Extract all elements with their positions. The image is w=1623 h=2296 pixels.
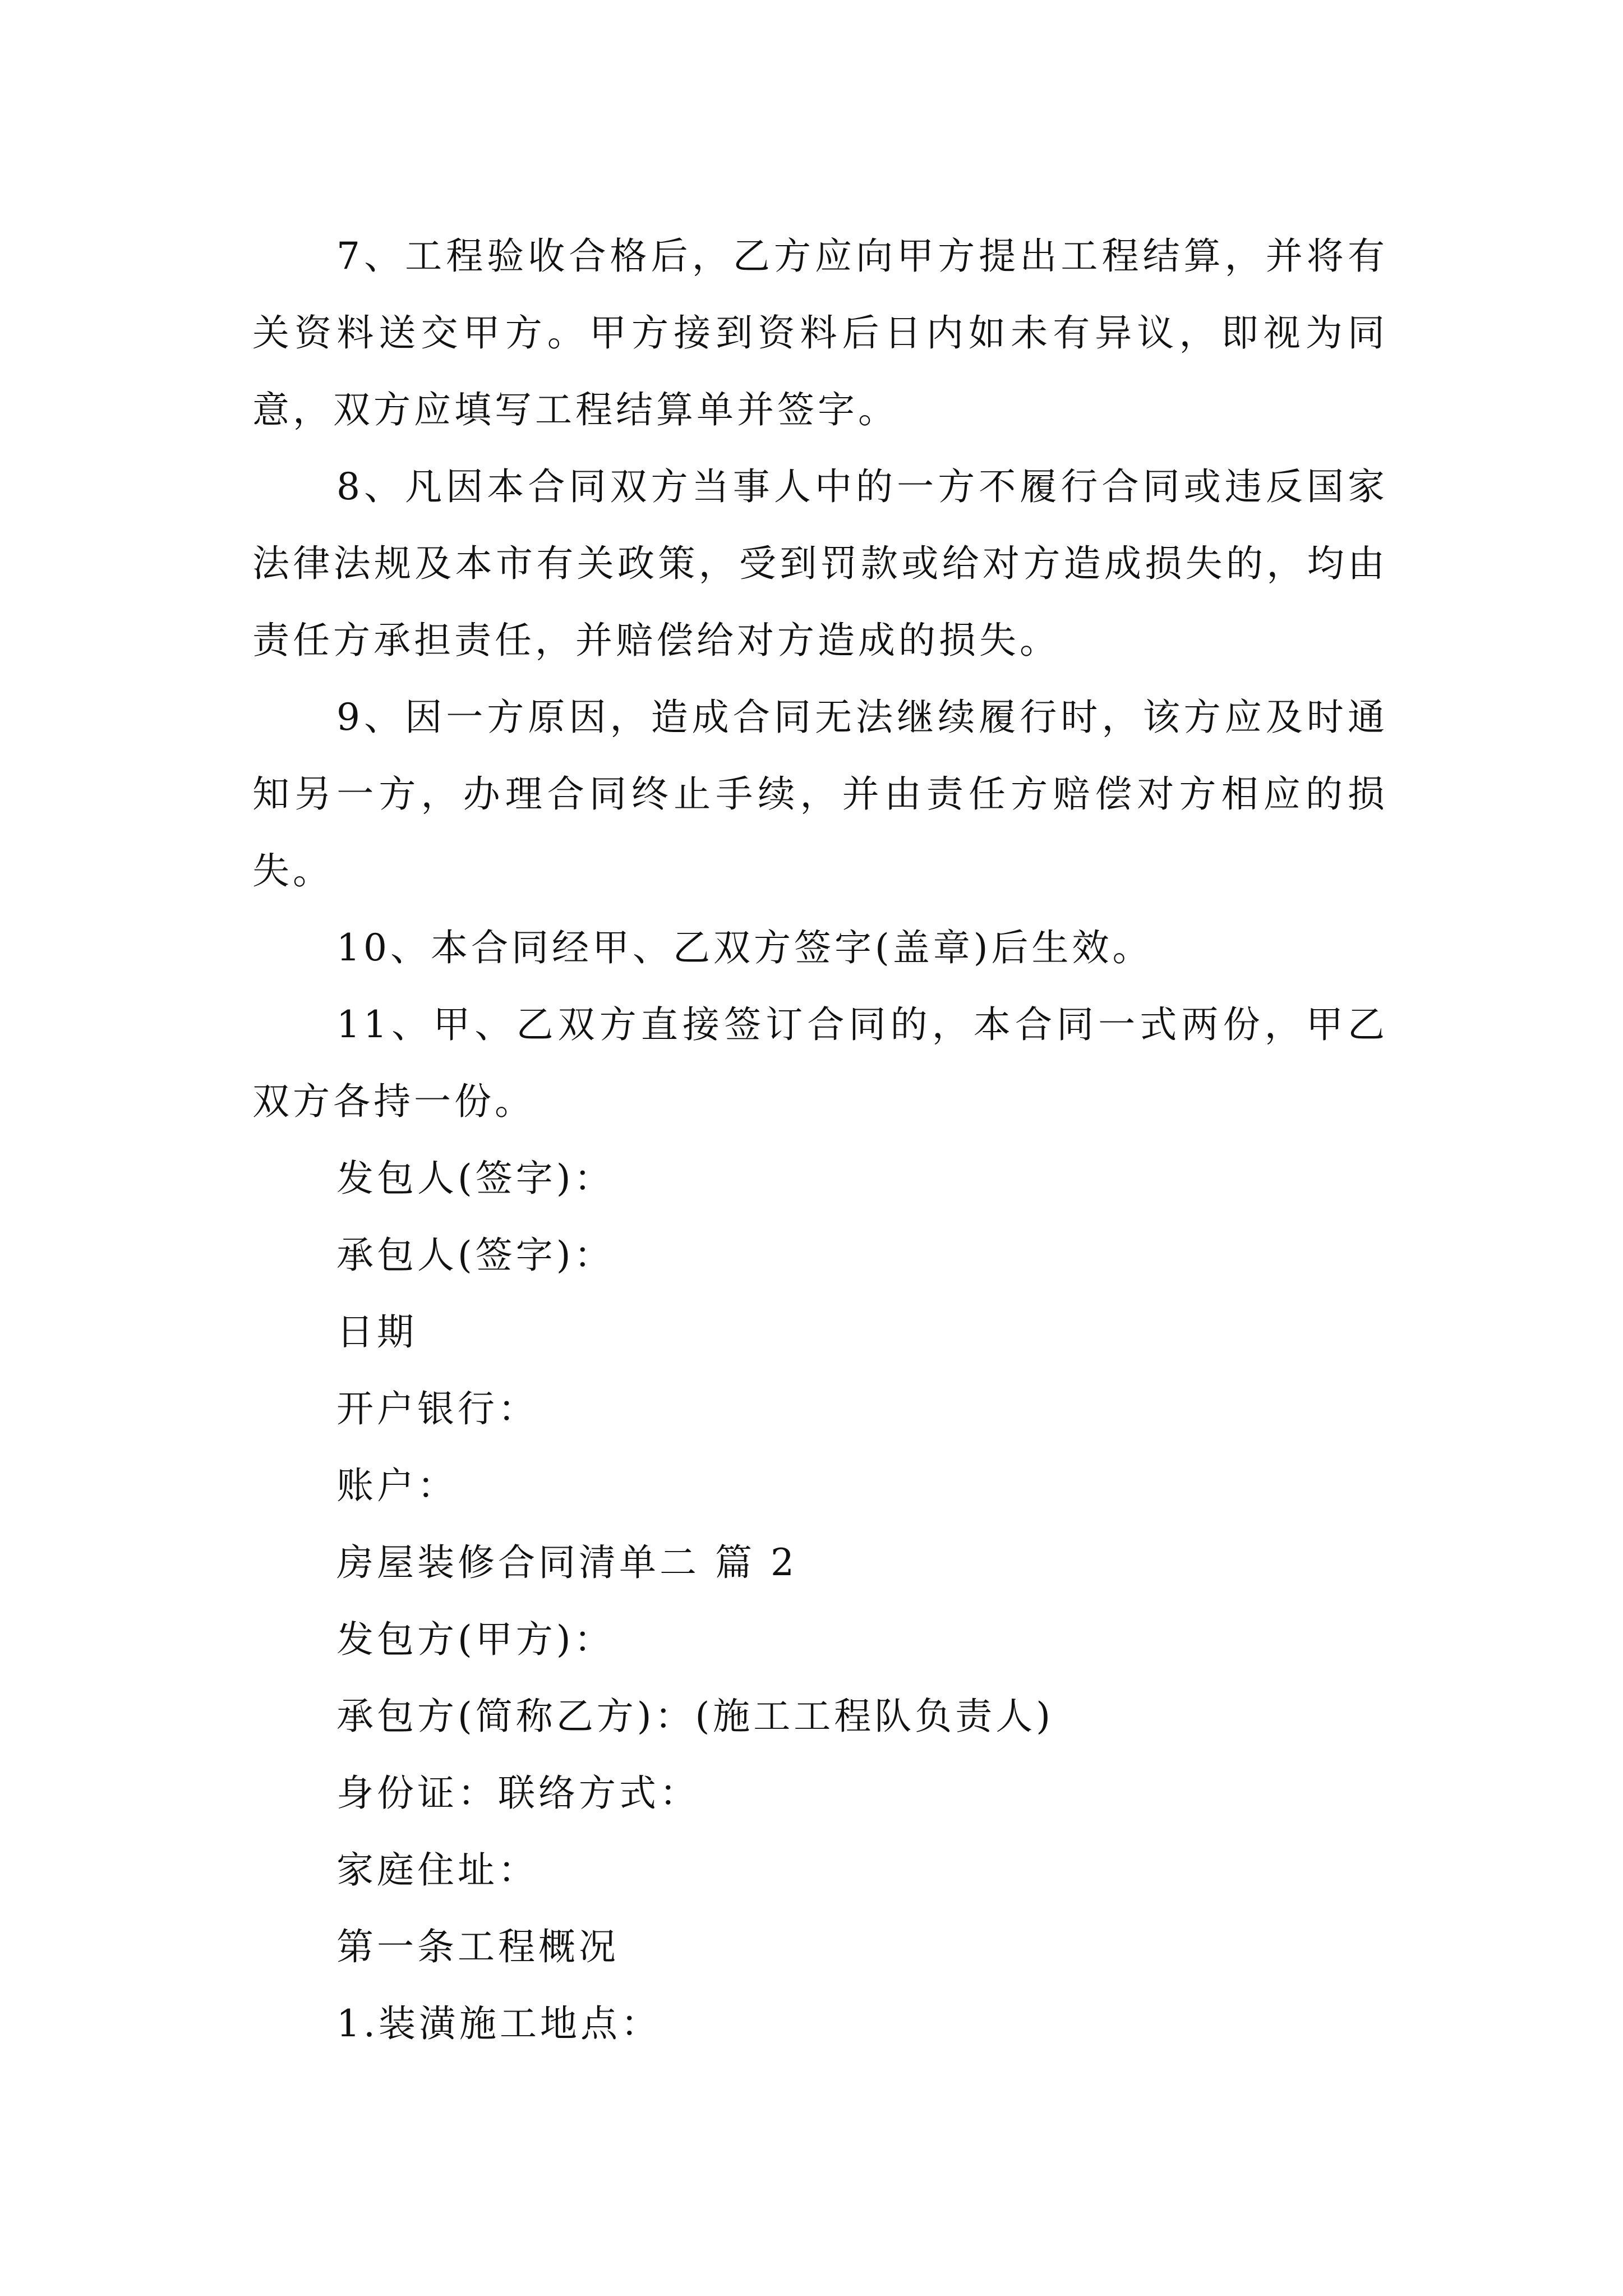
id-contact-line: 身份证：联络方式： (336, 1772, 700, 1815)
article-1-heading: 第一条工程概况 (336, 1925, 619, 1968)
clause-9: 9、因一方原因，造成合同无法继续履行时，该方应及时通知另一方，办理合同终止手续，并由责任方赔偿对方相应的损失。 (252, 696, 1388, 892)
site-location-line: 1.装潢施工地点： (336, 2002, 661, 2045)
address-line: 家庭住址： (336, 1848, 538, 1892)
clause-7: 7、工程验收合格后，乙方应向甲方提出工程结算，并将有关资料送交甲方。甲方接到资料后日内如未有异议，即视为同意，双方应填写工程结算单并签字。 (252, 234, 1388, 431)
issuer-signature-line: 发包人(签字)： (336, 1157, 615, 1200)
clause-11: 11、甲、乙双方直接签订合同的，本合同一式两份，甲乙双方各持一份。 (252, 1003, 1388, 1123)
section-heading: 房屋装修合同清单二 篇 2 (336, 1541, 797, 1584)
clause-8: 8、凡因本合同双方当事人中的一方不履行合同或违反国家法律法规及本市有关政策，受到罚款或给对方造成损失的，均由责任方承担责任，并赔偿给对方造成的损失。 (252, 465, 1388, 662)
account-line: 账户： (336, 1464, 458, 1507)
bank-line: 开户银行： (336, 1387, 538, 1430)
clause-10: 10、本合同经甲、乙双方签字(盖章)后生效。 (336, 926, 1153, 969)
date-line: 日期 (336, 1310, 417, 1354)
party-a-line: 发包方(甲方)： (336, 1618, 615, 1661)
contractor-signature-line: 承包人(签字)： (336, 1234, 615, 1277)
party-b-line: 承包方(简称乙方)：(施工工程队负责人) (336, 1695, 1054, 1738)
document-body (252, 218, 1388, 2062)
